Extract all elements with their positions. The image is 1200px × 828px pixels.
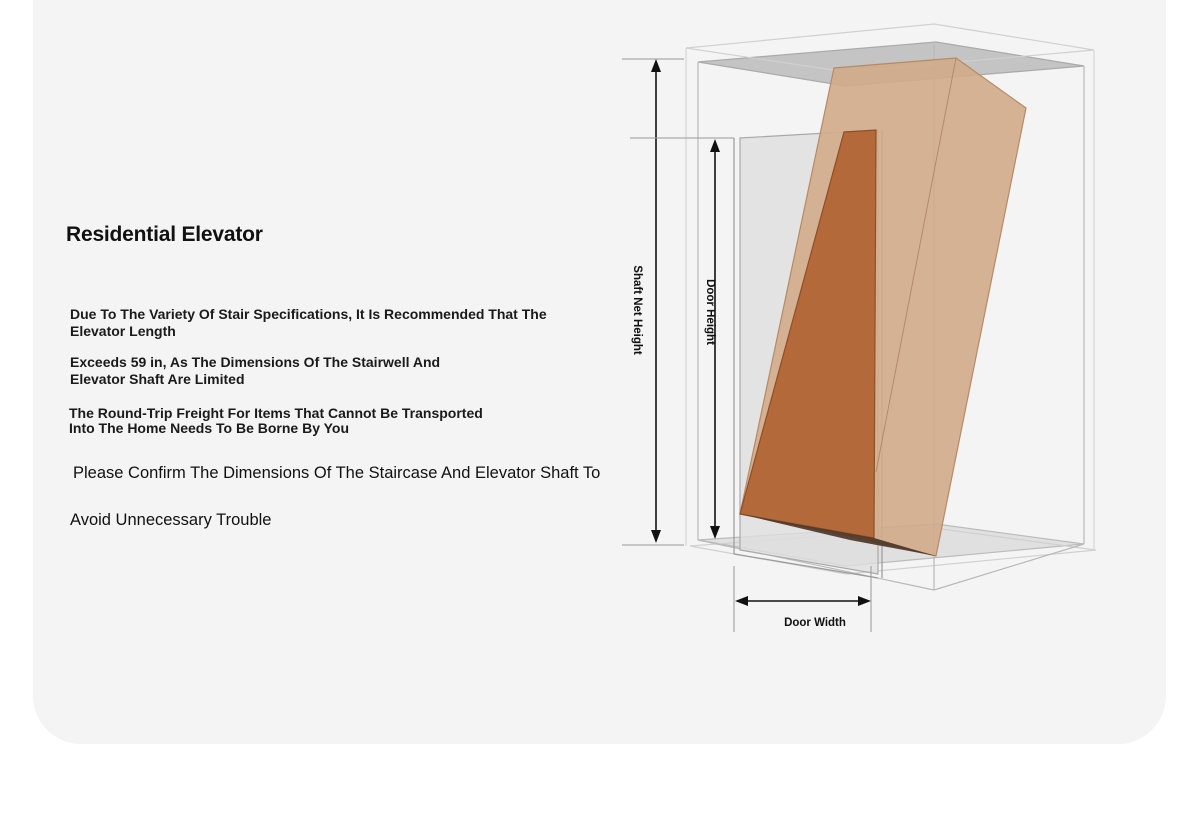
- shaft-net-height-label: Shaft Net Height: [631, 265, 643, 355]
- door-height-label: Door Height: [704, 279, 716, 345]
- page-title: Residential Elevator: [66, 223, 263, 246]
- callout-line-1: Please Confirm The Dimensions Of The Staircase And Elevator Shaft To: [73, 464, 601, 482]
- note-dimension-limit: Exceeds 59 in, As The Dimensions Of The Stairwell And Elevator Shaft Are Limited: [70, 354, 441, 387]
- note-length-recommendation: Due To The Variety Of Stair Specifications, It Is Recommended That The Elevator Length: [70, 306, 547, 339]
- note-freight-cost: The Round-Trip Freight For Items That Cannot Be Transported Into The Home Needs To Be Borne By You: [69, 405, 483, 436]
- door-width-label: Door Width: [784, 617, 846, 629]
- door-height-dimension: [630, 138, 734, 539]
- callout-line-2: Avoid Unnecessary Trouble: [70, 511, 272, 529]
